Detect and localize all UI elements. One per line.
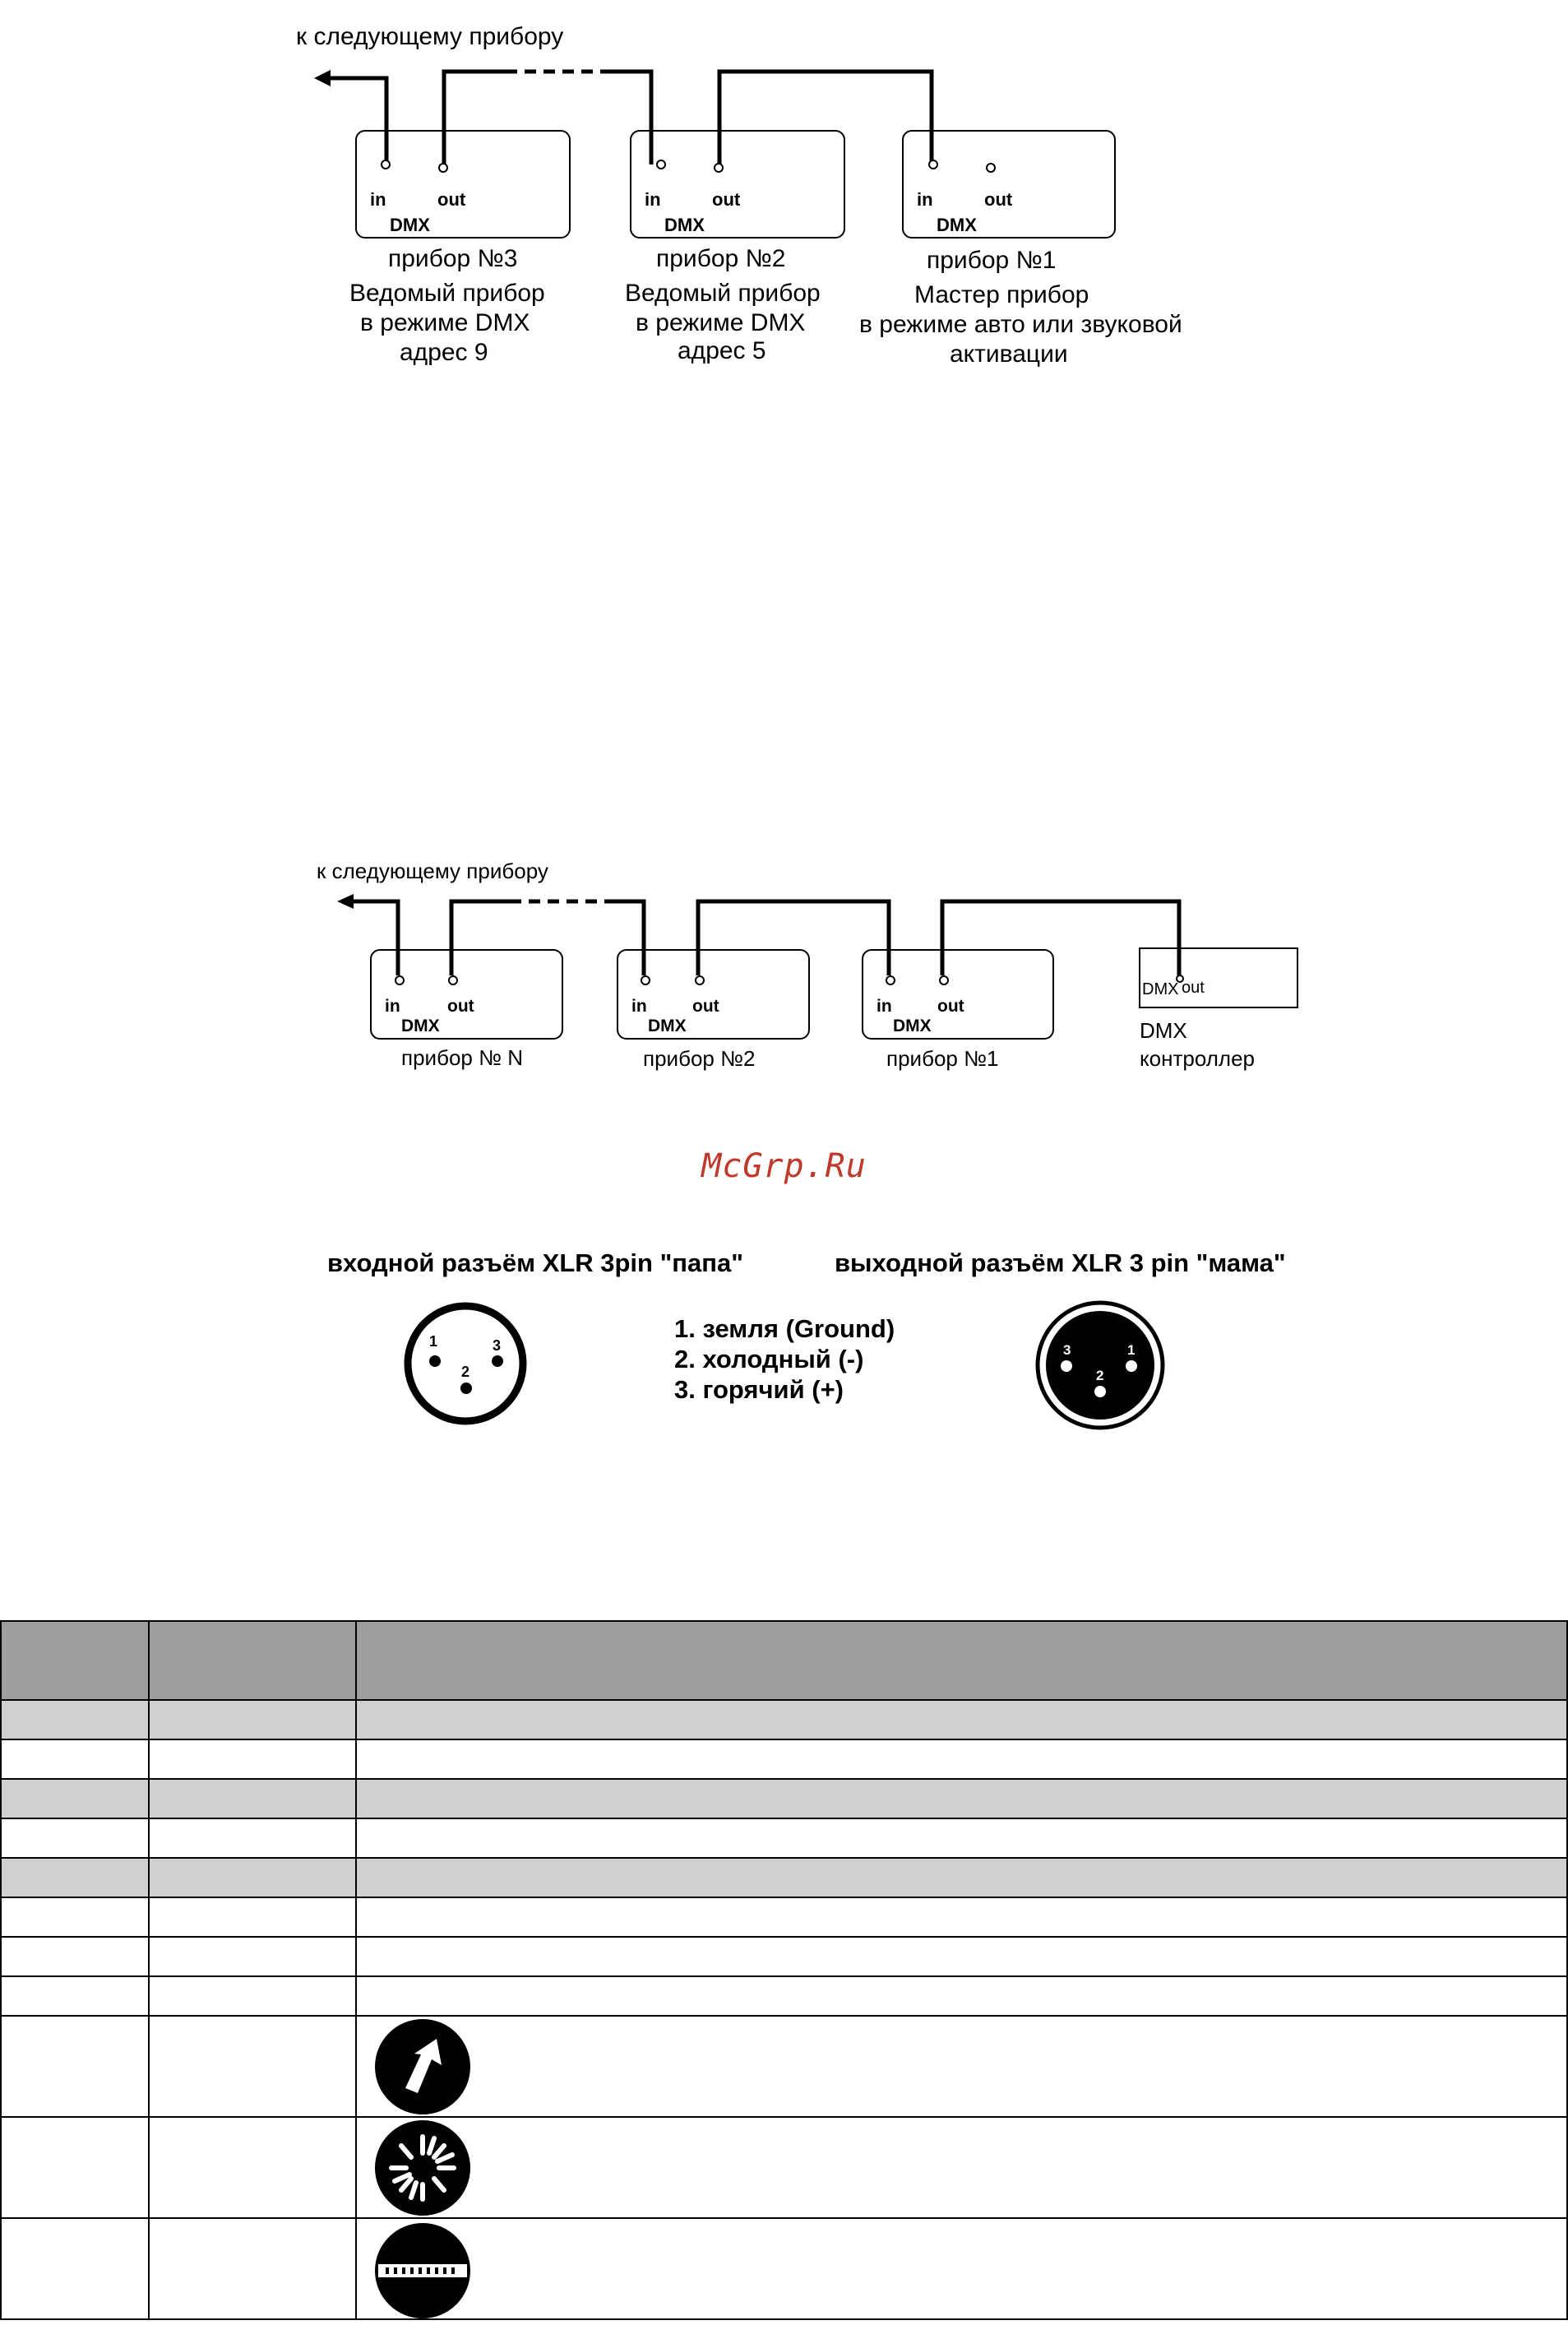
watermark: McGrp.Ru	[701, 1147, 867, 1185]
in-label: in	[645, 189, 661, 210]
device-box-1	[902, 130, 1116, 239]
in-port-indicator	[641, 975, 650, 985]
in-label: in	[370, 189, 386, 210]
table-row	[1, 1818, 1567, 1858]
in-port-indicator	[395, 975, 405, 985]
device-3-address: адрес 9	[400, 339, 488, 366]
pin-label: 3	[1063, 1342, 1071, 1358]
table-row	[1, 1976, 1567, 2016]
device-box-2	[630, 130, 845, 239]
device-2-mode: в режиме DMX	[636, 309, 806, 336]
controller-dmx-label: DMX	[1142, 980, 1179, 998]
table-header-cell	[356, 1621, 1567, 1700]
in-label: in	[385, 997, 400, 1016]
out-label: out	[447, 997, 474, 1016]
controller-out-label: out	[1182, 979, 1205, 997]
dmx-label: DMX	[664, 215, 705, 235]
dmx-label: DMX	[648, 1017, 687, 1035]
out-port-indicator	[939, 975, 949, 985]
device-2-address: адрес 5	[678, 337, 766, 364]
in-label: in	[877, 997, 892, 1016]
in-port-indicator	[928, 160, 938, 169]
out-label: out	[712, 189, 741, 210]
device-2-role: Ведомый прибор	[625, 280, 821, 307]
channel-table	[0, 1620, 1568, 2320]
pinout-line-1: 1. земля (Ground)	[674, 1314, 895, 1343]
table-header-row	[1, 1621, 1567, 1700]
next-device-label: к следующему прибору	[317, 859, 548, 883]
out-label: out	[984, 189, 1013, 210]
out-port-indicator	[714, 163, 724, 173]
device-box-3	[355, 130, 571, 239]
device-box-n	[370, 949, 563, 1040]
next-device-label: к следующему прибору	[296, 23, 564, 50]
table-row	[1, 1937, 1567, 1976]
out-label: out	[437, 189, 466, 210]
table-row	[1, 1700, 1567, 1739]
input-connector-title: входной разъём XLR 3pin "папа"	[327, 1248, 743, 1277]
controller-label-line1: DMX	[1140, 1018, 1187, 1043]
dmx-label: DMX	[937, 215, 977, 235]
controller-label-line2: контроллер	[1140, 1046, 1256, 1071]
xlr-male-connector-icon	[395, 1299, 534, 1431]
out-label: out	[692, 997, 719, 1016]
device-3-role: Ведомый прибор	[349, 280, 545, 307]
xlr-female-connector-icon	[1032, 1298, 1170, 1436]
out-port-indicator	[986, 163, 996, 173]
table-row	[1, 2016, 1567, 2117]
strobe-burst-icon	[372, 2119, 479, 2217]
table-row	[1, 2117, 1567, 2218]
table-header-cell	[149, 1621, 356, 1700]
in-label: in	[917, 189, 933, 210]
out-label: out	[937, 997, 964, 1016]
dotted-bar-icon	[372, 2220, 479, 2318]
out-port-indicator	[695, 975, 705, 985]
dmx-controller-box	[1139, 947, 1298, 1008]
device-3-name: прибор №3	[388, 245, 518, 272]
pin-label: 1	[1127, 1342, 1136, 1358]
device-2-name: прибор №2	[656, 245, 786, 272]
pinout-line-2: 2. холодный (-)	[674, 1345, 864, 1373]
device-n-name: прибор № N	[401, 1045, 523, 1070]
dmx-label: DMX	[401, 1017, 440, 1035]
device-1-name: прибор №1	[886, 1046, 999, 1071]
dmx-label: DMX	[390, 215, 430, 235]
table-header-cell	[1, 1621, 149, 1700]
device-box-1	[862, 949, 1054, 1040]
out-port-indicator	[448, 975, 458, 985]
in-port-indicator	[381, 160, 391, 169]
pin-label: 3	[493, 1337, 502, 1354]
in-label: in	[631, 997, 647, 1016]
output-connector-title: выходной разъём XLR 3 pin "мама"	[835, 1248, 1286, 1277]
device-1-name: прибор №1	[927, 247, 1057, 274]
device-1-role: Мастер прибор	[914, 281, 1089, 308]
out-port-indicator	[438, 163, 448, 173]
device-box-2	[617, 949, 810, 1040]
device-3-mode: в режиме DMX	[360, 309, 530, 336]
pin-label: 1	[429, 1333, 438, 1350]
in-port-indicator	[886, 975, 895, 985]
in-port-indicator	[656, 160, 666, 169]
table-row	[1, 1739, 1567, 1779]
arrow-left-icon	[314, 70, 331, 86]
device-1-address: активации	[950, 340, 1068, 368]
arrow-left-icon	[337, 894, 354, 909]
arrow-up-right-icon	[372, 2017, 479, 2116]
table-row	[1, 2218, 1567, 2319]
table-row	[1, 1779, 1567, 1818]
table-row	[1, 1858, 1567, 1897]
dmx-label: DMX	[893, 1017, 932, 1035]
pinout-line-3: 3. горячий (+)	[674, 1375, 844, 1404]
device-1-mode: в режиме авто или звуковой	[859, 311, 1182, 338]
pin-label: 2	[461, 1364, 470, 1380]
table-row	[1, 1897, 1567, 1937]
pin-label: 2	[1096, 1368, 1104, 1383]
device-2-name: прибор №2	[643, 1046, 756, 1071]
